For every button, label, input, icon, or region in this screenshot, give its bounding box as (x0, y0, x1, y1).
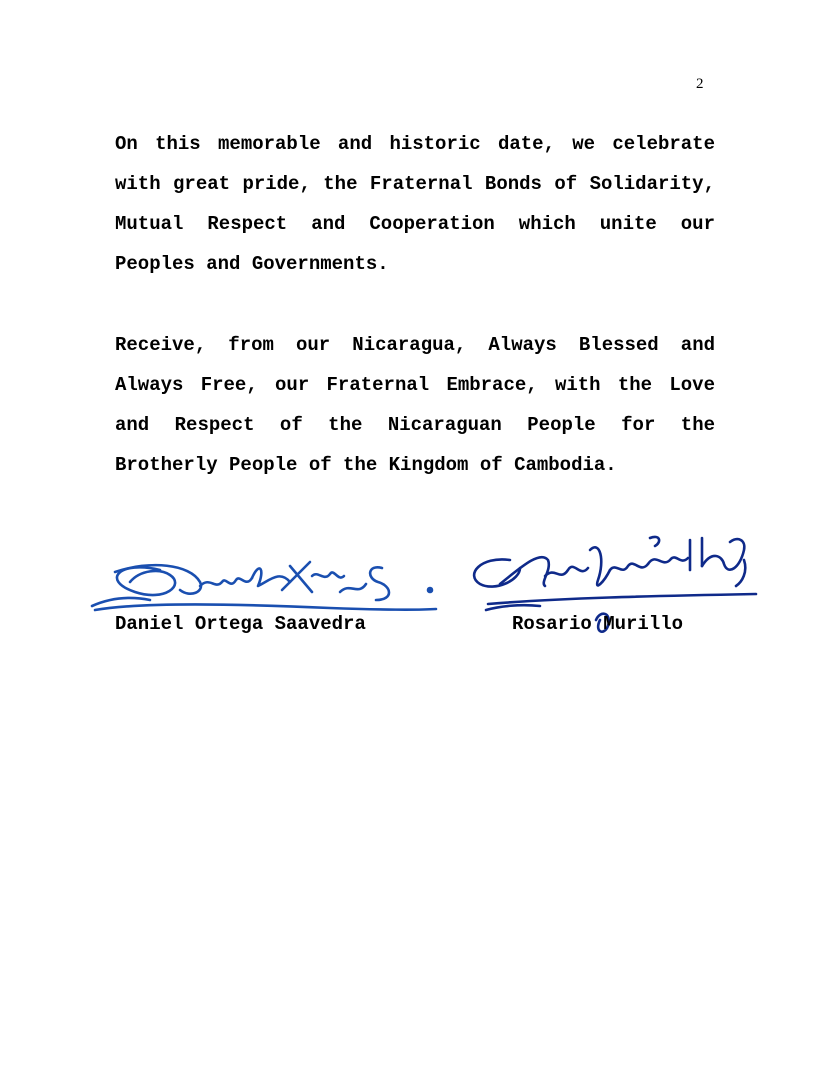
signatory-name-right: Rosario Murillo (512, 613, 684, 635)
signatory-name-left: Daniel Ortega Saavedra (115, 613, 366, 635)
left-signature (92, 562, 436, 610)
paragraph-embrace: Receive, from our Nicaragua, Always Blessed and Always Free, our Fraternal Embrace, with the Love and Respect of the Nicaraguan People for the Brotherly People of the Kingdom of Cambodia. (115, 334, 715, 476)
paragraph-celebration: On this memorable and historic date, we celebrate with great pride, the Fraternal Bonds of Solidarity, Mutual Respect and Cooperation which unite our Peoples and Governments. (115, 133, 715, 275)
page-number: 2 (696, 76, 704, 92)
signature-block (0, 520, 825, 650)
